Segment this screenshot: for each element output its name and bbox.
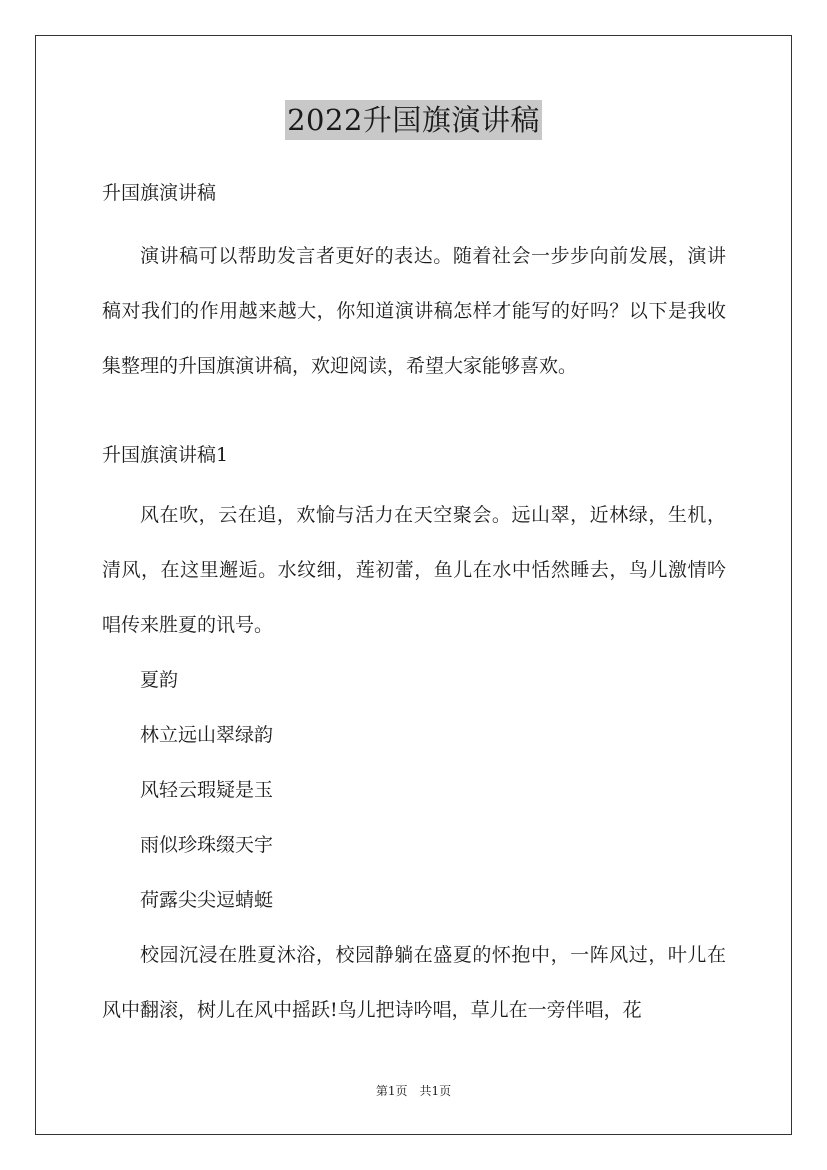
document-title: 2022升国旗演讲稿 bbox=[285, 100, 542, 140]
paragraph-1: 风在吹，云在追，欢愉与活力在天空聚会。远山翠，近林绿，生机，清风，在这里邂逅。水纹细，莲初蕾，鱼儿在水中恬然睡去，鸟儿激情吟唱传来胜夏的讯号。 bbox=[102, 504, 726, 636]
page-footer bbox=[0, 1083, 827, 1099]
poem-line-1: 林立远山翠绿韵 bbox=[140, 724, 274, 746]
section-heading: 升国旗演讲稿1 bbox=[102, 444, 229, 466]
intro-paragraph: 演讲稿可以帮助发言者更好的表达。随着社会一步步向前发展，演讲稿对我们的作用越来越大，你知道演讲稿怎样才能写的好吗？以下是我收集整理的升国旗演讲稿，欢迎阅读，希望大家能够喜欢。 bbox=[102, 245, 726, 377]
poem-line-2: 风轻云瑕疑是玉 bbox=[140, 779, 274, 801]
page-number-label: 第1页 共1页 bbox=[375, 1084, 452, 1098]
document-heading: 升国旗演讲稿 bbox=[102, 182, 217, 204]
title-container bbox=[0, 100, 827, 140]
document-body bbox=[102, 173, 726, 1038]
poem-title: 夏韵 bbox=[140, 669, 179, 691]
poem-line-4: 荷露尖尖逗蜻蜓 bbox=[140, 889, 274, 911]
poem-line-3: 雨似珍珠缀天宇 bbox=[140, 834, 274, 856]
paragraph-2: 校园沉浸在胜夏沐浴，校园静躺在盛夏的怀抱中，一阵风过，叶儿在风中翻滚，树儿在风中摇跃!鸟儿把诗吟唱，草儿在一旁伴唱，花 bbox=[102, 944, 726, 1021]
